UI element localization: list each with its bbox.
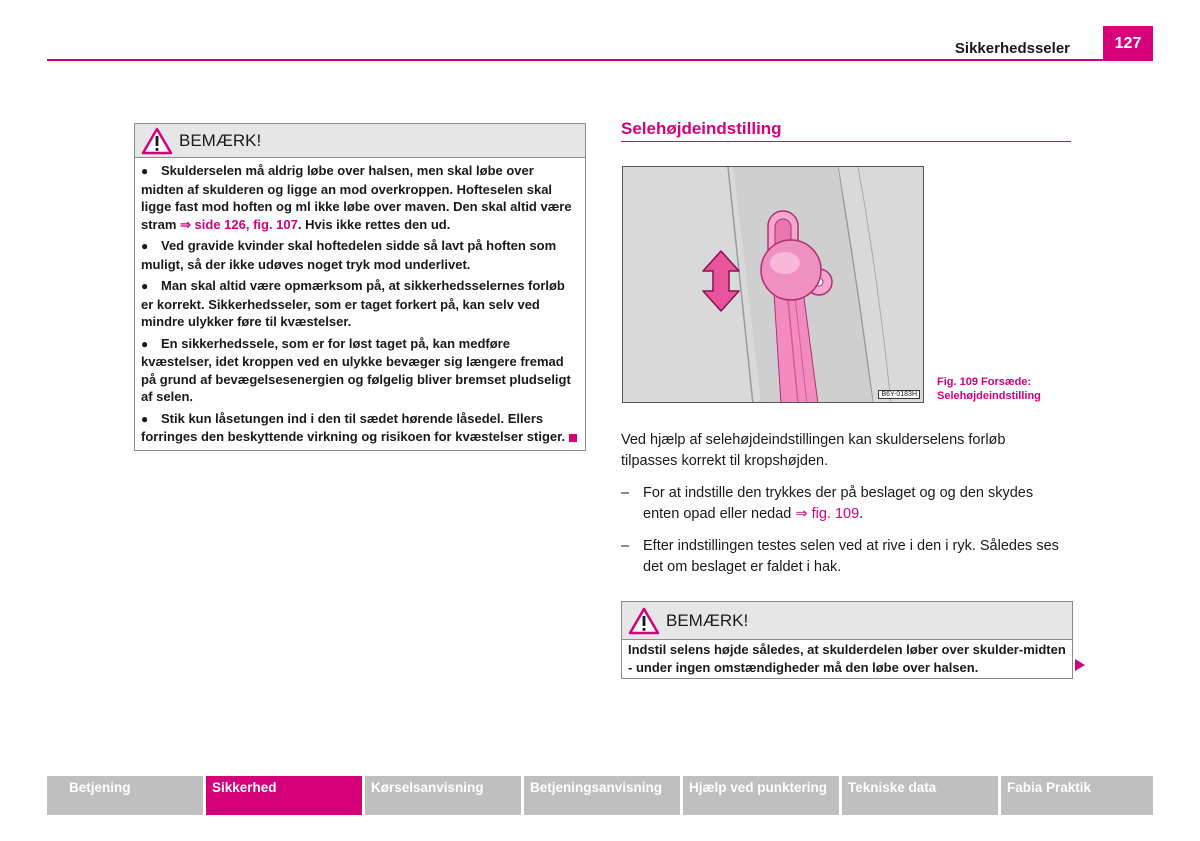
warning-item-text: Man skal altid være opmærksom på, at sikkerhedsselernes forløb er korrekt. Sikkerhedsseler, som er taget forkert på, kan selv ved mindre ulykker føre til kvæstelser. <box>141 278 565 329</box>
belt-height-figure <box>622 166 924 403</box>
bullet-icon: ● <box>141 279 149 293</box>
nav-tab-betjeningsanvisning[interactable]: Betjeningsanvisning <box>524 776 680 815</box>
step-text-part: . <box>859 506 864 522</box>
footer-nav <box>47 776 1153 815</box>
bullet-icon: ● <box>141 336 149 351</box>
warning-item-text: Stik kun låsetungen ind i den til sædet hørende låsedel. Ellers forringes den beskyttende virkning og risikoen for kvæstelser stiger. <box>141 410 566 444</box>
warning-item <box>141 277 579 331</box>
warning-item-text: Ved gravide kvinder skal hoftedelen sidde så lavt på hoften som muligt, så der ikke udøves noget tryk mod underlivet. <box>141 238 557 272</box>
adjust-arrow-icon <box>699 249 743 313</box>
nav-tab-betjening[interactable]: Betjening <box>47 776 203 815</box>
warning-triangle-icon <box>628 607 660 635</box>
seat-belt-illustration <box>623 167 924 403</box>
warning-item <box>141 237 579 273</box>
step-text: Efter indstillingen testes selen ved at rive i den i ryk. Således ses det om beslaget er faldet i hak. <box>643 538 1059 575</box>
step-dash: – <box>621 485 630 501</box>
warning-title: BEMÆRK! <box>179 130 262 150</box>
header-rule <box>47 59 1153 61</box>
nav-tab-sikkerhed[interactable]: Sikkerhed <box>206 776 362 815</box>
section-rule <box>621 141 1071 142</box>
instruction-step <box>621 536 1071 578</box>
warning-header <box>135 124 585 158</box>
caption-line: Selehøjdeindstilling <box>937 390 1041 402</box>
warning-item-text: En sikkerhedssele, som er for løst taget på, kan medføre kvæstelser, idet kroppen ved en ulykke bevæger sig længere fremad på grund af bevægelsesenergien og følgelig bliver bremset pludseligt af selen. <box>141 335 571 404</box>
figure-caption <box>937 375 1041 403</box>
warning-header <box>622 602 1072 640</box>
nav-tab-fabia-praktik[interactable]: Fabia Praktik <box>1001 776 1153 815</box>
warning-item <box>141 162 579 233</box>
warning-box-right <box>621 601 1073 679</box>
step-text <box>643 483 1071 525</box>
warning-item <box>141 335 579 406</box>
nav-tab-tekniske-data[interactable]: Tekniske data <box>842 776 998 815</box>
warning-title: BEMÆRK! <box>666 610 749 630</box>
warning-item-text: . Hvis ikke rettes den ud. <box>297 216 451 232</box>
nav-tab-koerselsanvisning[interactable]: Kørselsanvisning <box>365 776 521 815</box>
warning-body <box>622 640 1072 678</box>
page-number: 127 <box>1103 26 1153 61</box>
cross-reference-link[interactable]: ⇒ side 126, fig. 107 <box>180 216 298 232</box>
continue-arrow-icon <box>1075 659 1085 671</box>
warning-item-text: Skulderselen må aldrig løbe over halsen, men skal løbe over midten af skulderen og ligge an mod overkroppen. Hofteselen skal ligge fast mod hoften og ml ikke løbe over maven. Den skal altid være stram <box>141 163 572 232</box>
bullet-icon: ● <box>141 164 149 178</box>
figure-code: B6Y-0183H <box>878 390 920 399</box>
bullet-icon: ● <box>141 239 149 253</box>
bullet-icon: ● <box>141 411 149 426</box>
cross-reference-link[interactable]: ⇒ fig. 109 <box>795 506 860 522</box>
intro-paragraph: Ved hjælp af selehøjdeindstillingen kan skulderselens forløb tilpasses korrekt til kropshøjden. <box>621 432 1006 469</box>
section-title: Sikkerhedsseler <box>954 40 1070 57</box>
nav-tab-hjaelp-ved-punktering[interactable]: Hjælp ved punktering <box>683 776 839 815</box>
instruction-steps <box>621 483 1071 578</box>
section-heading: Selehøjdeindstilling <box>621 119 782 138</box>
end-mark-icon <box>569 434 577 442</box>
caption-line: Fig. 109 Forsæde: <box>937 376 1032 388</box>
warning-triangle-icon <box>141 127 173 155</box>
instruction-step <box>621 483 1071 525</box>
warning-item <box>141 410 579 446</box>
step-text-part: For at indstille den trykkes der på beslaget og og den skydes enten opad eller nedad <box>643 485 1034 522</box>
warning-body <box>135 158 585 450</box>
warning-box-left <box>134 123 586 451</box>
warning-item-text: Indstil selens højde således, at skulderdelen løber over skulder-midten - under ingen omstændigheder må den løbe over halsen. <box>628 642 1066 675</box>
step-dash: – <box>621 538 630 554</box>
